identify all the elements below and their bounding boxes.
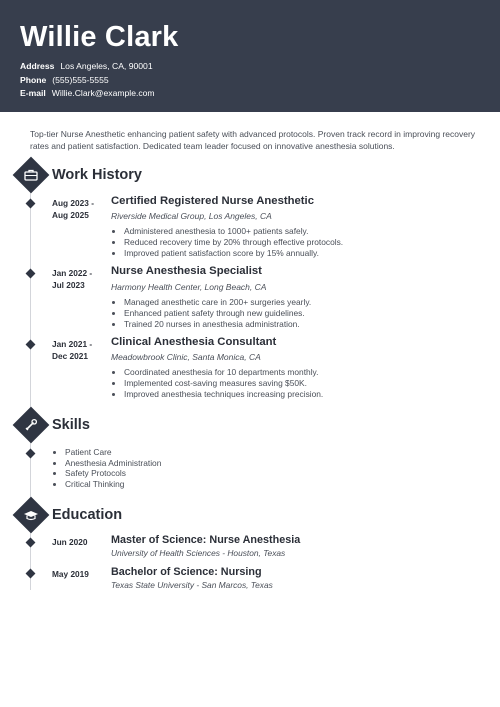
education-date: Jun 2020 xyxy=(52,537,88,547)
section-title-skills: Skills xyxy=(52,417,90,433)
job-duties xyxy=(111,226,343,259)
timeline-marker xyxy=(26,449,36,459)
education-school: Texas State University - San Marcos, Texas xyxy=(111,580,273,590)
duty-item: • Improved anesthesia techniques increasing precision. xyxy=(124,389,323,400)
job-date-end: Jul 2023 xyxy=(52,280,85,290)
duty-item: • Managed anesthetic care in 200+ surgeries yearly. xyxy=(124,297,311,308)
job-company: Harmony Health Center, Long Beach, CA xyxy=(111,282,267,292)
timeline-marker xyxy=(26,269,36,279)
education-date: May 2019 xyxy=(52,569,89,579)
duty-item: • Improved patient satisfaction score by 15% annually. xyxy=(124,248,343,259)
section-title-education: Education xyxy=(52,507,123,523)
graduation-cap-icon xyxy=(13,497,50,534)
contact-address-value: Los Angeles, CA, 90001 xyxy=(60,61,153,71)
resume-header xyxy=(0,0,500,112)
skill-item: • Anesthesia Administration xyxy=(65,458,161,469)
briefcase-icon xyxy=(13,157,50,194)
timeline-marker xyxy=(26,340,36,350)
job-date-end: Aug 2025 xyxy=(52,210,89,220)
duty-item: • Administered anesthesia to 1000+ patients safely. xyxy=(124,226,343,237)
duty-item: • Implemented cost-saving measures saving $50K. xyxy=(124,378,323,389)
duty-item: • Trained 20 nurses in anesthesia administration. xyxy=(124,319,311,330)
job-title: Clinical Anesthesia Consultant xyxy=(111,336,277,348)
candidate-name: Willie Clark xyxy=(20,21,179,53)
section-title-work-history: Work History xyxy=(52,167,142,183)
job-date xyxy=(52,197,104,221)
job-date-start: Jan 2022 - xyxy=(52,268,93,278)
timeline-marker xyxy=(26,538,36,548)
contact-address xyxy=(20,60,155,74)
timeline-marker xyxy=(26,199,36,209)
duty-item: • Coordinated anesthesia for 10 departments monthly. xyxy=(124,367,323,378)
job-date xyxy=(52,338,104,362)
skills-list xyxy=(52,447,161,490)
contact-info xyxy=(20,60,155,101)
skill-item: • Safety Protocols xyxy=(65,468,161,479)
job-title: Certified Registered Nurse Anesthetic xyxy=(111,195,314,207)
contact-email-value[interactable]: Willie.Clark@example.com xyxy=(51,88,155,98)
professional-summary: Top-tier Nurse Anesthetic enhancing patient safety with advanced protocols. Proven track record in improving recovery rates and patient satisfaction. Dedicated team leader focused on innovative anesthesia solutions. xyxy=(30,129,476,151)
education-degree: Bachelor of Science: Nursing xyxy=(111,566,262,578)
duty-item: • Reduced recovery time by 20% through effective protocols. xyxy=(124,237,343,248)
job-date-start: Jan 2021 - xyxy=(52,339,93,349)
skill-item: • Critical Thinking xyxy=(65,479,161,490)
contact-email xyxy=(20,87,155,101)
job-title: Nurse Anesthesia Specialist xyxy=(111,265,262,277)
job-date-start: Aug 2023 - xyxy=(52,198,94,208)
contact-phone-value: (555)555-5555 xyxy=(52,74,109,85)
job-company: Riverside Medical Group, Los Angeles, CA xyxy=(111,211,272,221)
job-duties xyxy=(111,297,311,330)
timeline-marker xyxy=(26,569,36,579)
tools-icon xyxy=(13,407,50,444)
skill-item: • Patient Care xyxy=(65,447,161,458)
job-company: Meadowbrook Clinic, Santa Monica, CA xyxy=(111,352,261,362)
job-date xyxy=(52,267,104,291)
duty-item: • Enhanced patient safety through new guidelines. xyxy=(124,308,311,319)
job-date-end: Dec 2021 xyxy=(52,351,88,361)
contact-email-label: E-mail xyxy=(20,88,46,98)
education-degree: Master of Science: Nurse Anesthesia xyxy=(111,534,301,546)
contact-address-label: Address xyxy=(20,61,55,71)
education-school: University of Health Sciences - Houston, Texas xyxy=(111,548,286,558)
contact-phone xyxy=(20,74,155,88)
contact-phone-label: Phone xyxy=(20,74,47,85)
job-duties xyxy=(111,367,323,400)
